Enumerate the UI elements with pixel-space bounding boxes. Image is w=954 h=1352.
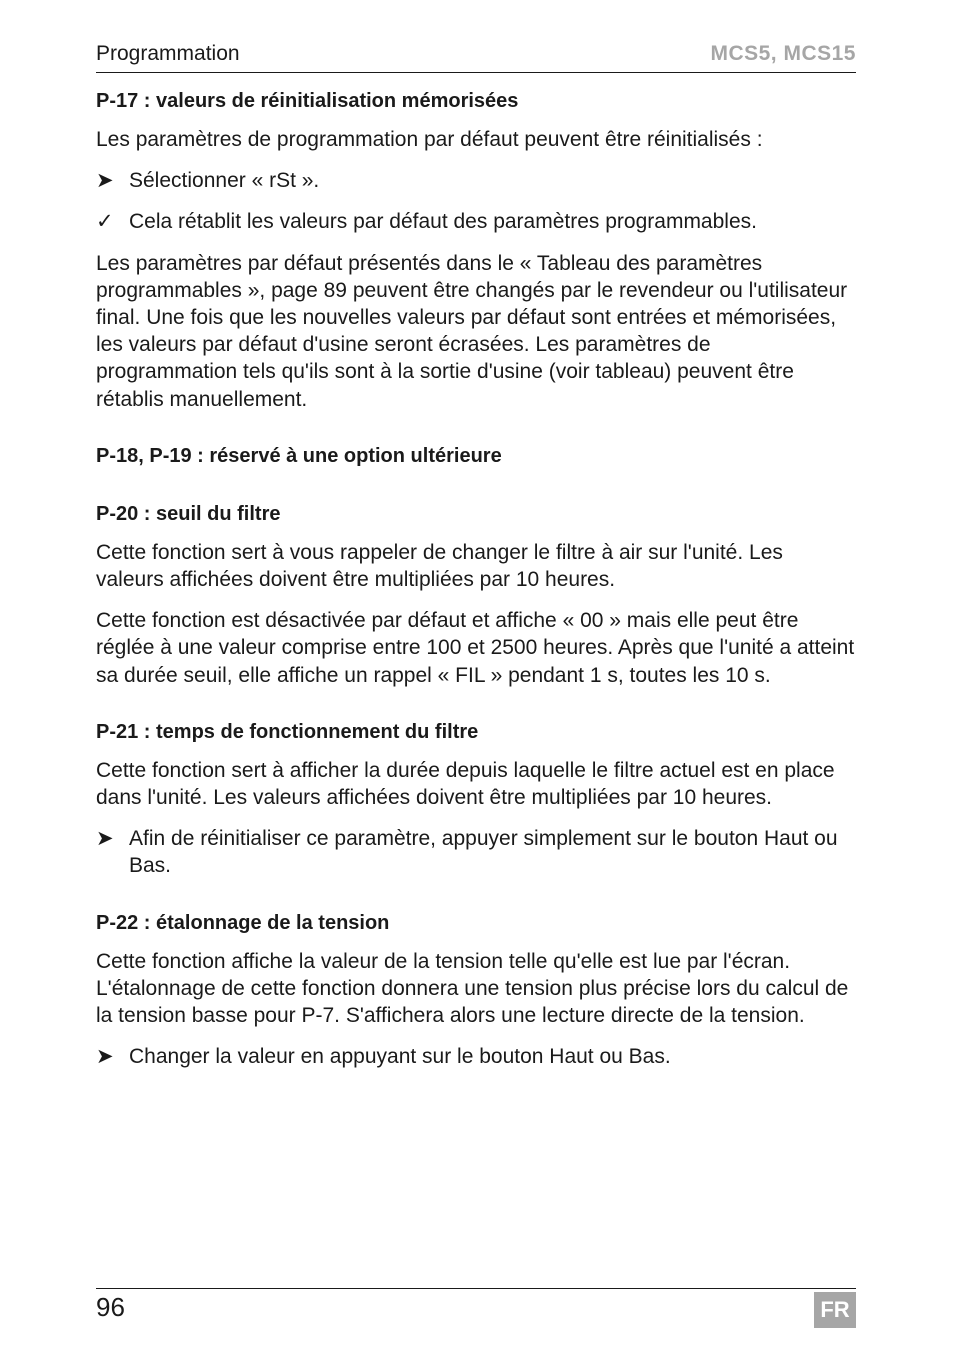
- section-title-p18-p19: P-18, P-19 : réservé à une option ultérieure: [96, 444, 502, 467]
- arrow-bullet-icon: ➤: [96, 1045, 114, 1069]
- page-content: [96, 86, 856, 1070]
- manual-page: [96, 0, 856, 1352]
- p21-step-text: Afin de réinitialiser ce paramètre, appuyer simplement sur le bouton Haut ou Bas.: [129, 827, 838, 878]
- p17-result-text: Cela rétablit les valeurs par défaut des paramètres programmables.: [129, 210, 757, 234]
- p17-step: [96, 167, 856, 194]
- p17-step-text: Sélectionner « rSt ».: [129, 169, 320, 193]
- p22-step: [96, 1043, 856, 1070]
- p20-para2: Cette fonction est désactivée par défaut et affiche « 00 » mais elle peut être réglée à une valeur comprise entre 100 et 2500 heures. Après que l'unité a atteint sa durée seuil, elle affiche un rappel « FIL » pendant 1 s, toutes les 10 s.: [96, 609, 855, 687]
- p20-para1: Cette fonction sert à vous rappeler de changer le filtre à air sur l'unité. Les valeurs affichées doivent être multipliées par 10 heures.: [96, 540, 783, 592]
- p22-step-text: Changer la valeur en appuyant sur le bouton Haut ou Bas.: [129, 1045, 671, 1069]
- page-number: 96: [96, 1292, 125, 1322]
- p17-result: [96, 208, 856, 235]
- p21-step: [96, 825, 856, 879]
- p17-intro: Les paramètres de programmation par défaut peuvent être réinitialisés :: [96, 128, 763, 151]
- section-title-p21: P-21 : temps de fonctionnement du filtre: [96, 720, 479, 743]
- footer-divider: [96, 1288, 856, 1289]
- arrow-bullet-icon: ➤: [96, 827, 114, 851]
- p21-para: Cette fonction sert à afficher la durée depuis laquelle le filtre actuel est en place dans l'unité. Les valeurs affichées doivent être multipliées par 10 heures.: [96, 758, 835, 810]
- arrow-bullet-icon: ➤: [96, 169, 114, 193]
- checkmark-icon: ✓: [96, 210, 114, 234]
- language-badge: FR: [814, 1292, 856, 1328]
- p22-para: Cette fonction affiche la valeur de la tension telle qu'elle est lue par l'écran. L'étalonnage de cette fonction donnera une tension plus précise lors du calcul de la tension basse pour P-7. S'affichera alors une lecture directe de la tension.: [96, 949, 849, 1028]
- page-header: [96, 40, 856, 73]
- section-title-p17: P-17 : valeurs de réinitialisation mémorisées: [96, 90, 519, 112]
- p17-body: Les paramètres par défaut présentés dans le « Tableau des paramètres programmables », page 89 peuvent être changés par le revendeur ou l'utilisateur final. Une fois que les nouvelles valeurs par défaut sont entrées et mémorisées, les valeurs par défaut d'usine seront écrasées. Les paramètres de programmation tels qu'ils sont à la sortie d'usine (voir tableau) peuvent être rétablis manuellement.: [96, 251, 848, 411]
- section-title-p20: P-20 : seuil du filtre: [96, 502, 281, 525]
- header-section-title: Programmation: [96, 42, 240, 65]
- header-model-name: MCS5, MCS15: [710, 42, 856, 65]
- section-title-p22: P-22 : étalonnage de la tension: [96, 911, 390, 934]
